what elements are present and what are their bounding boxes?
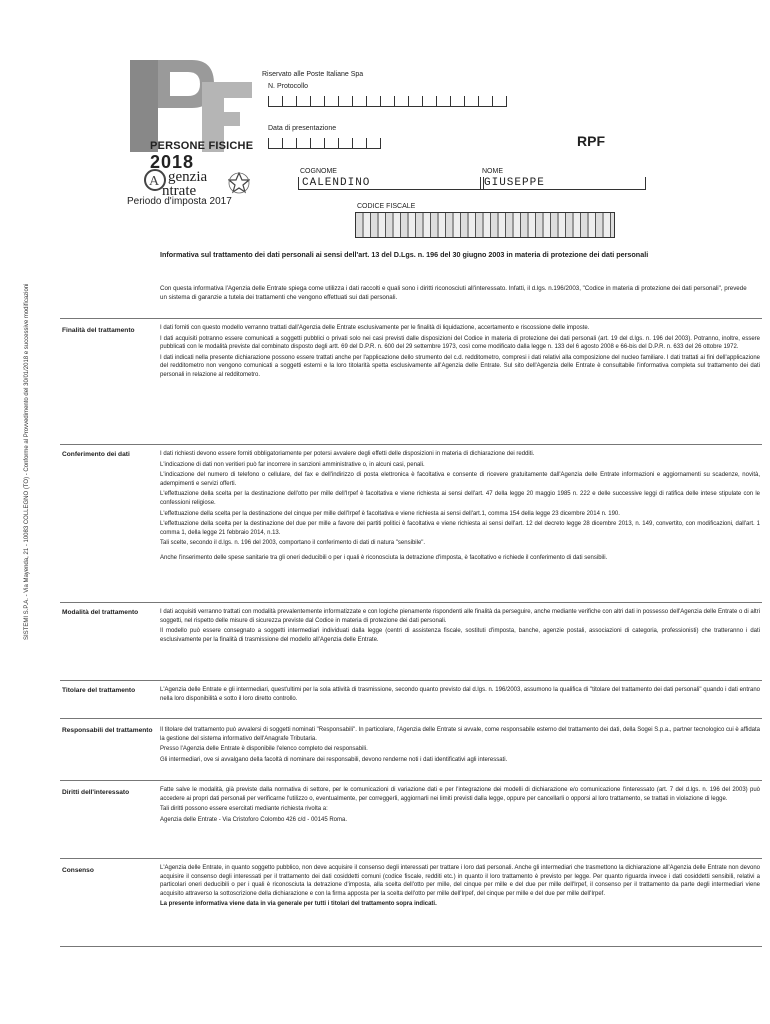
divider <box>60 858 762 859</box>
section-text-responsabili: Il titolare del trattamento può avvalersi di soggetti nominati "Responsabili". In particolare, l'Agenzia delle Entrate si avvale, come responsabile esterno del trattamento dei dati, della Sogei S.p.a., partner tecnologico cui è affidata la gestione del sistema informativo dell'Anagrafe Tributaria. Presso l'Agenzia delle Entrate è disponibile l'elenco completo dei responsabili. Gli intermediari, ove si avvalgano della facoltà di nominare dei responsabili, devono renderne noti i dati identificativi agli interessati. <box>160 727 760 763</box>
section-label-titolare: Titolare del trattamento <box>62 687 136 694</box>
divider <box>60 318 762 319</box>
section-label-diritti: Diritti dell'interessato <box>62 789 130 796</box>
protocol-boxes[interactable] <box>268 96 507 107</box>
date-label: Data di presentazione <box>268 125 337 132</box>
cognome-label: COGNOME <box>300 168 337 175</box>
form-year: 2018 <box>150 152 195 172</box>
agenzia-line-1: genzia <box>168 169 208 185</box>
section-label-consenso: Consenso <box>62 867 94 874</box>
protocol-label: N. Protocollo <box>268 83 309 90</box>
informativa-title: Informativa sul trattamento dei dati personali ai sensi dell'art. 13 del D.Lgs. n. 196 del 30 giugno 2003 in materia di protezione dei dati personali <box>160 250 649 259</box>
model-code: RPF <box>577 133 605 149</box>
side-print-note: SISTEMI S.P.A. - Via Mayenda, 21 - 10083 COLLEGNO (TO) - Conforme al Provvedimento del 30/01/2018 e successive modificazioni <box>24 283 30 640</box>
reserved-label: Riservato alle Poste Italiane Spa <box>262 71 364 78</box>
divider <box>60 444 762 445</box>
divider <box>60 680 762 681</box>
republic-emblem-icon <box>228 172 250 194</box>
divider <box>60 946 762 947</box>
date-boxes[interactable] <box>268 138 381 149</box>
cf-label: CODICE FISCALE <box>357 203 416 210</box>
section-label-responsabili: Responsabili del trattamento <box>62 727 153 734</box>
codice-fiscale-field[interactable] <box>355 212 615 238</box>
informativa-intro: Con questa informativa l'Agenzia delle Entrate spiega come utilizza i dati raccolti e quali sono i diritti riconosciuti all'interessato. Infatti, il d.lgs. n.196/2003, "Codice in materia di protezione dei dati personali", prevede un sistema di garanzie a tutela dei trattamenti che vengono effettuati sui dati personali. <box>160 285 747 301</box>
divider <box>60 718 762 719</box>
divider <box>60 602 762 603</box>
svg-text:A: A <box>149 174 160 189</box>
agenzia-line-2: ntrate <box>162 183 197 199</box>
section-label-conferimento: Conferimento dei dati <box>62 451 130 458</box>
cognome-field[interactable]: CALENDINO <box>298 177 484 190</box>
section-text-conferimento: I dati richiesti devono essere forniti obbligatoriamente per potersi avvalere degli effetti delle disposizioni in materia di dichiarazione dei redditi. L'indicazione di dati non veritieri può far incorrere in sanzioni amministrative o, in alcuni casi, penali. L'indicazione del numero di telefono o cellulare, del fax e dell'indirizzo di posta elettronica è facoltativa e consente di ricevere gratuitamente dall'Agenzia delle Entrate informazioni e aggiornamenti su scadenze, novità, adempimenti e servizi offerti. L'effettuazione della scelta per la destinazione dell'otto per mille dell'Irpef è facoltativa e viene richiesta ai sensi dell'art. 47 della legge 20 maggio 1985 n. 222 e delle successive leggi di ratifica delle intese stipulate con le confessioni religiose. L'effettuazione della scelta per la destinazione del cinque per mille dell'Irpef è facoltativa e viene richiesta ai sensi dell'art.1, comma 154 della legge 23 dicembre 2014 n. 190. L'effettuazione della scelta per la destinazione del due per mille a favore dei partiti politici è facoltativa e viene richiesta ai sensi dell'art. 12 del decreto legge 28 dicembre 2013, n. 149, convertito, con modificazioni, dall'art. 1 comma 1, della legge 21 febbraio 2014, n.13. Tali scelte, secondo il d.lgs. n. 196 del 2003, comportano il conferimento di dati di natura "sensibile". Anche l'inserimento delle spese sanitarie tra gli oneri deducibili o per i quali è riconosciuta la detrazione d'imposta, è facoltativo e richiede il conferimento di dati sensibili. <box>160 451 760 561</box>
section-text-titolare: L'Agenzia delle Entrate e gli intermediari, quest'ultimi per la sola attività di trasmissione, secondo quanto previsto dal d.lgs. n. 196/2003, assumono la qualifica di "titolare del trattamento dei dati personali" quando i dati entrano nella loro disponibilità e sotto il loro diretto controllo. <box>160 687 760 702</box>
section-text-diritti: Fatte salve le modalità, già previste dalla normativa di settore, per le comunicazioni di variazione dati e per l'integrazione dei modelli di dichiarazione e/o comunicazione l'interessato (art. 7 del d.lgs. n. 196 del 2003) può accedere ai propri dati personali per verificarne l'utilizzo o, eventualmente, per correggerli, aggiornarli nei limiti previsti dalla legge, oppure per cancellarli o opporsi al loro trattamento, se trattati in violazione di legge. Tali diritti possono essere esercitati mediante richiesta rivolta a: Agenzia delle Entrate - Via Cristoforo Colombo 426 c/d - 00145 Roma. <box>160 787 760 823</box>
section-text-modalita: I dati acquisiti verranno trattati con modalità prevalentemente informatizzate e con logiche pienamente rispondenti alle finalità da perseguire, anche mediante verifiche con altri dati in possesso dell'Agenzia delle Entrate o di altri soggetti, nel rispetto delle misure di sicurezza previste dal Codice in materia di protezione dei dati personali. Il modello può essere consegnato a soggetti intermediari individuati dalla legge (centri di assistenza fiscale, sostituti d'imposta, banche, agenzie postali, associazioni di categoria, professionisti) che tratteranno i dati esclusivamente per la finalità di trasmissione del modello all'Agenzia delle Entrate. <box>160 609 760 643</box>
nome-field[interactable]: GIUSEPPE <box>480 177 646 190</box>
section-label-modalita: Modalità del trattamento <box>62 609 139 616</box>
persone-fisiche-label: PERSONE FISICHE <box>150 140 254 152</box>
section-text-consenso: L'Agenzia delle Entrate, in quanto soggetto pubblico, non deve acquisire il consenso degli interessati per trattare i loro dati personali. Anche gli intermediari che trasmettono la dichiarazione all'Agenzia delle Entrate non devono acquisire il consenso degli interessati per il trattamento dei dati cosiddetti comuni (codice fiscale, redditi etc.) in quanto il loro trattamento è previsto per legge. Per quanto riguarda invece i dati cosiddetti sensibili, relativi a particolari oneri deducibili o per i quali è riconosciuta la detrazione d'imposta, alla scelta dell'otto per mille, del cinque per mille e del due per mille dell'Irpef, il consenso per il trattamento da parte degli intermediari viene acquisito attraverso la sottoscrizione della dichiarazione e con la firma apposta per la scelta dell'otto per mille dell'Irpef, del cinque per mille e del due per mille dell'Irpef. La presente informativa viene data in via generale per tutti i titolari del trattamento sopra indicati. <box>160 865 760 908</box>
section-label-finalita: Finalità del trattamento <box>62 327 135 334</box>
section-text-finalita: I dati forniti con questo modello verranno trattati dall'Agenzia delle Entrate esclusivamente per le finalità di liquidazione, accertamento e riscossione delle imposte. I dati acquisiti potranno essere comunicati a soggetti pubblici o privati solo nei casi previsti dalle disposizioni del Codice in materia di protezione dei dati personali (art. 19 del d.lgs. n. 196 del 2003). Potranno, inoltre, essere pubblicati con le modalità previste dal combinato disposto degli artt. 69 del D.P.R. n. 600 del 29 settembre 1973, così come modificato dalla legge n. 133 del 6 agosto 2008 e 66-bis del D.P.R. n. 633 del 26 ottobre 1972. I dati indicati nella presente dichiarazione possono essere trattati anche per l'applicazione dello strumento del c.d. redditometro, compresi i dati relativi alla composizione del nucleo familiare. I dati trattati ai fini dell'applicazione del redditometro non vengono comunicati a soggetti esterni e la loro titolarità spetta esclusivamente all'Agenzia delle Entrate. Sul sito dell'Agenzia delle Entrate è consultabile l'informativa completa sul trattamento dei dati personali in relazione al redditometro. <box>160 325 760 378</box>
periodo-imposta: Periodo d'imposta 2017 <box>127 196 232 207</box>
nome-label: NOME <box>482 168 503 175</box>
divider <box>60 780 762 781</box>
